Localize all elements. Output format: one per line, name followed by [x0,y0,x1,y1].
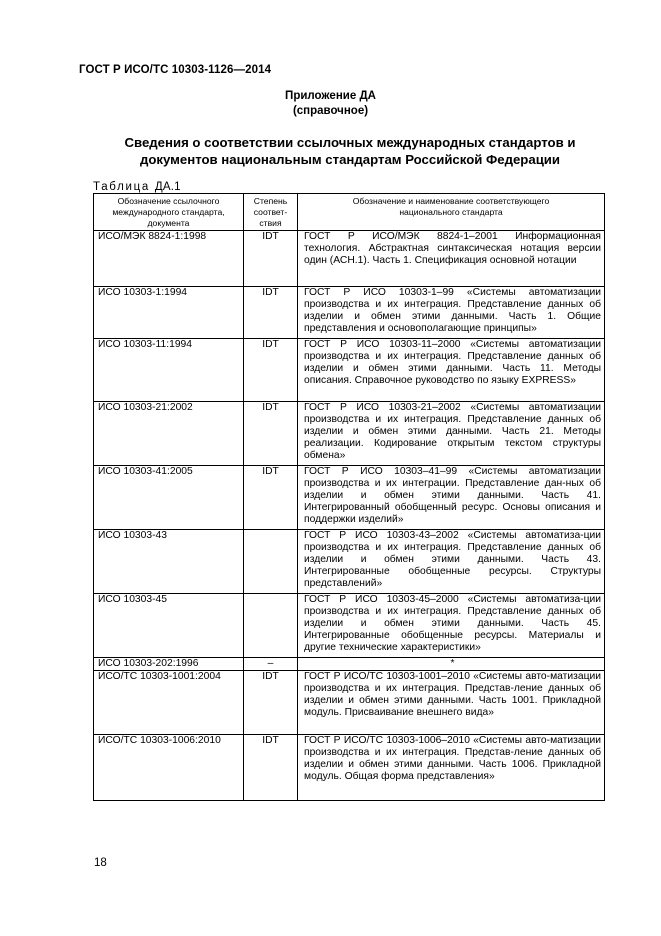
cell-national-standard: ГОСТ Р ИСО 10303-1–99 «Системы автоматизации производства и их интеграция. Представление данных об изделии и обмен этими данными. Часть 1. Общие представления и основополагающие принципы» [298,287,605,339]
table-row [94,466,605,530]
cell-international-standard: ИСО 10303-202:1996 [94,658,244,671]
page-title-line-2: документов национальным стандартам Российской Федерации [139,152,561,167]
cell-degree: IDT [244,402,298,466]
cell-international-standard: ИСО 10303-11:1994 [94,339,244,402]
header-col2-line3: ствия [259,218,282,228]
cell-degree [244,594,298,658]
header-col2-line2: соответ- [253,207,288,217]
cell-degree: IDT [244,671,298,735]
table-row [94,530,605,594]
header-col3-line1: Обозначение и наименование соответствующего [352,196,550,206]
table-row [94,658,605,671]
document-code: ГОСТ Р ИСО/ТС 10303-1126—2014 [79,64,272,76]
header-international-standard [94,194,244,231]
cell-national-standard: ГОСТ Р ИСО 10303-21–2002 «Системы автоматизации производства и их интеграция. Представление данных об изделии и обмен этими данными. Часть 21. Методы реализации. Кодирование открытым текстом структуры обмена» [298,402,605,466]
cell-degree: IDT [244,466,298,530]
appendix-title: Приложение ДА [285,90,376,102]
cell-international-standard: ИСО/ТС 10303-1006:2010 [94,735,244,801]
page-number: 18 [94,857,107,869]
cell-national-standard: ГОСТ Р ИСО 10303-45–2000 «Системы автоматиза-ции производства и их интеграция. Представление данных об изделии и обмен этими данными. Часть 45. Интегрированные обобщенные ресурсы. Материалы и другие технические характеристики» [298,594,605,658]
cell-international-standard: ИСО 10303-45 [94,594,244,658]
header-col2-line1: Степень [253,196,288,206]
table-row [94,339,605,402]
page-title-line-1: Сведения о соответствии ссылочных международных стандартов и [124,135,576,150]
table-header-row [94,194,605,231]
header-national-standard [298,194,605,231]
correspondence-table [93,193,605,801]
cell-degree: IDT [244,287,298,339]
cell-national-standard: ГОСТ Р ИСО/ТС 10303-1001–2010 «Системы авто-матизации производства и их интеграция. Представ-ление данных об изделии и обмен этими данными. Часть 1001. Прикладной модуль. Присваивание внешнего вида» [298,671,605,735]
table-caption [93,181,181,193]
appendix-heading [0,89,661,119]
cell-international-standard: ИСО 10303-21:2002 [94,402,244,466]
table-caption-number: ДА.1 [154,181,181,193]
appendix-annotation: (справочное) [292,105,369,117]
page-title [80,134,620,168]
cell-national-standard: ГОСТ Р ИСО 10303-11–2000 «Системы автоматизации производства и их интеграция. Представление данных об изделии и обмен этими данными. Часть 11. Методы описания. Справочное руководство по языку EXPRESS» [298,339,605,402]
cell-international-standard: ИСО 10303-41:2005 [94,466,244,530]
cell-international-standard: ИСО 10303-43 [94,530,244,594]
table-row [94,735,605,801]
table-row [94,402,605,466]
cell-degree [244,530,298,594]
table-row [94,231,605,287]
header-col3-line2: национального стандарта [399,207,503,217]
cell-international-standard: ИСО/МЭК 8824-1:1998 [94,231,244,287]
cell-international-standard: ИСО 10303-1:1994 [94,287,244,339]
table-row [94,287,605,339]
cell-international-standard: ИСО/ТС 10303-1001:2004 [94,671,244,735]
cell-national-standard: * [298,658,605,671]
table-caption-label: Таблица [93,181,150,193]
table-row [94,671,605,735]
cell-national-standard: ГОСТ Р ИСО/ТС 10303-1006–2010 «Системы авто-матизации производства и их интеграция. Представ-ление данных об изделии и обмен этими данными. Часть 1006. Прикладной модуль. Общая форма представления» [298,735,605,801]
cell-degree: IDT [244,339,298,402]
table-row [94,594,605,658]
header-col1-line3: документа [147,218,190,228]
cell-national-standard: ГОСТ Р ИСО 10303–41–99 «Системы автоматизации производства и их интеграции. Представление дан-ных об изделии и обмен этими данными. Часть 41. Интегрированный обобщенный ресурс. Основы описания и поддержки изделий» [298,466,605,530]
cell-national-standard: ГОСТ Р ИСО 10303-43–2002 «Системы автоматиза-ции производства и их интеграция. Представление данных об изделии и обмен этими данными. Часть 43. Интегрированные обобщенные ресурсы. Структуры представлений» [298,530,605,594]
cell-degree: – [244,658,298,671]
header-degree [244,194,298,231]
cell-degree: IDT [244,735,298,801]
header-col1-line1: Обозначение ссылочного [117,196,220,206]
cell-degree: IDT [244,231,298,287]
cell-national-standard: ГОСТ Р ИСО/МЭК 8824-1–2001 Информационная технология. Абстрактная синтаксическая нотация версии один (АСН.1). Часть 1. Спецификация основной нотации [298,231,605,287]
header-col1-line2: международного стандарта, [112,207,225,217]
